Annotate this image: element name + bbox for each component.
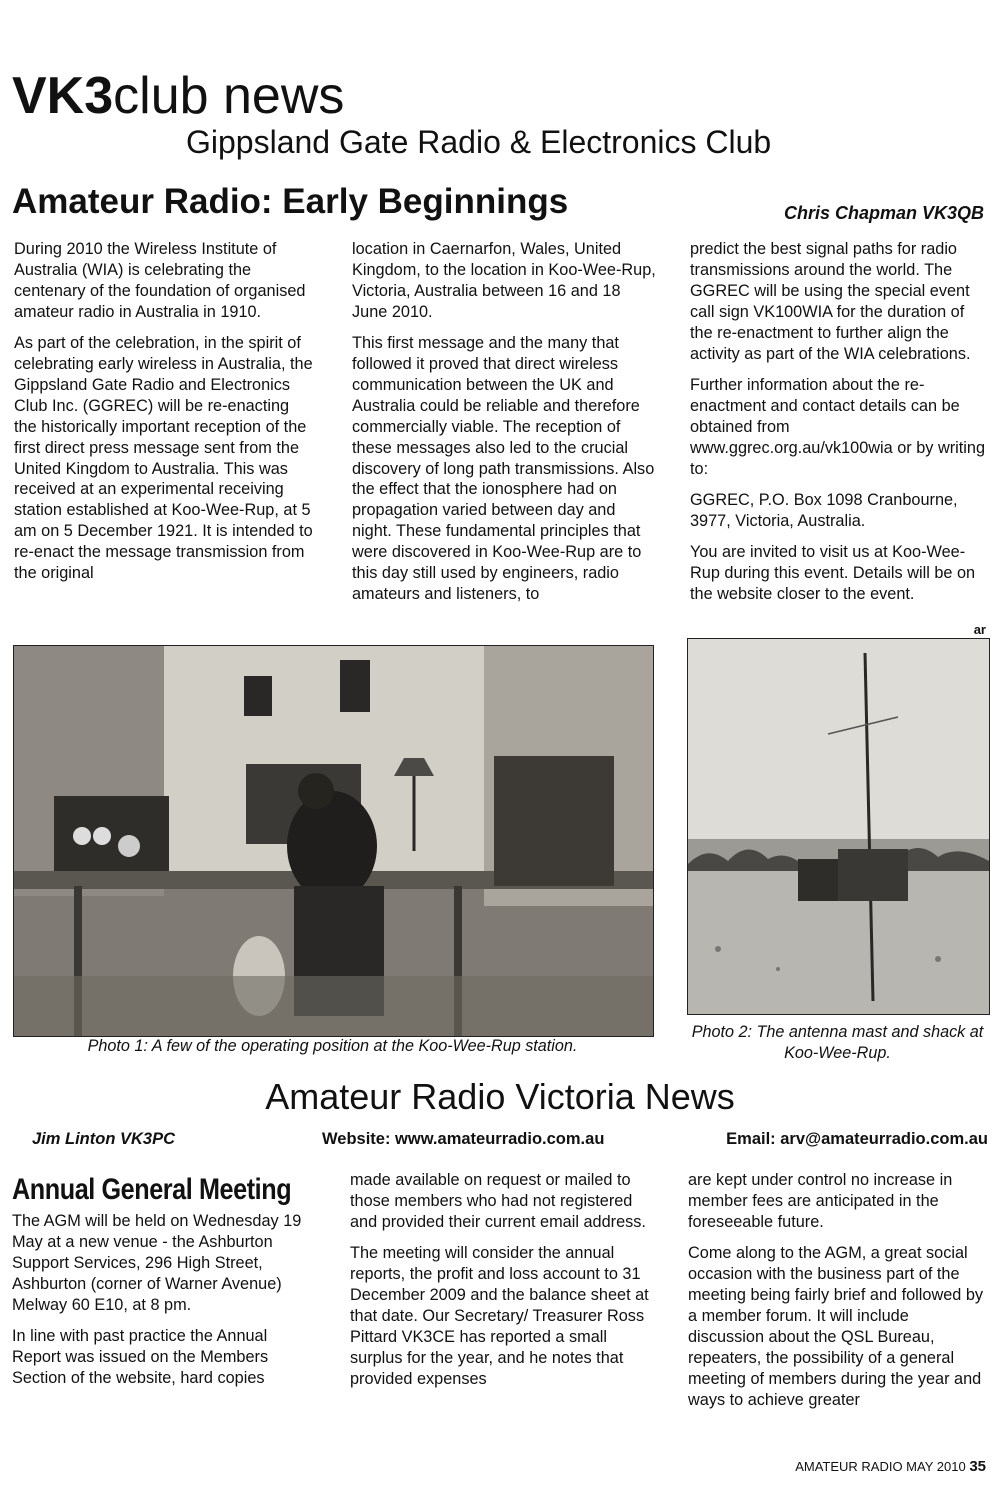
paragraph: The meeting will consider the annual reports, the profit and loss account to 31 December 2009 and the balance sheet at that date. Our Secretary/ Treasurer Ross Pittard VK3CE has reported a small surplus for the year, and he notes that provided expenses [350,1244,649,1388]
agm-column-2 [350,1170,650,1400]
paragraph: As part of the celebration, in the spirit of celebrating early wireless in Australia, the Gippsland Gate Radio and Electronics Club Inc. (GGREC) will be re-enacting the historically important reception of the first direct press message sent from the United Kingdom to Australia. This was received at an experimental receiving station established at Koo-Wee-Rup, at 5 am on 5 December 1921. It is intended to re-enact the message transmission from the original [14,334,313,583]
arv-email: Email: arv@amateurradio.com.au [726,1130,988,1148]
paragraph: This first message and the many that followed it proved that direct wireless communication between the UK and Australia could be reliable and therefore commercially viable. The reception of these messages also led to the crucial discovery of long path transmissions. Also the effect that the ionosphere had on propagation varied between day and night. These fundamental principles that were discovered in Koo-Wee-Rup are to this day still used by engineers, radio amateurs and listeners, to [352,334,655,603]
paragraph: GGREC, P.O. Box 1098 Cranbourne, 3977, Victoria, Australia. [690,490,958,530]
paragraph: Come along to the AGM, a great social occasion with the business part of the meeting being fairly brief and followed by a member forum. It will include discussion about the QSL Bureau, repeaters, the possibility of a general meeting of members during the year and ways to achieve greater [688,1244,984,1409]
paragraph: During 2010 the Wireless Institute of Australia (WIA) is celebrating the centenary of the foundation of organised amateur radio in Australia in 1910. [14,240,306,321]
arv-website: Website: www.amateurradio.com.au [322,1130,605,1148]
club-name: Gippsland Gate Radio & Electronics Club [186,124,772,160]
paragraph: In line with past practice the Annual Report was issued on the Members Section of the website, hard copies [12,1327,269,1387]
agm-headline: Annual General Meeting [12,1173,292,1206]
photo2-caption: Photo 2: The antenna mast and shack at Koo-Wee-Rup. [691,1023,984,1062]
photo-antenna-mast [687,638,990,1015]
paragraph: are kept under control no increase in member fees are anticipated in the foreseeable future. [688,1171,953,1231]
paragraph: predict the best signal paths for radio transmissions around the world. The GGREC will be using the special event call sign VK100WIA for the duration of the re-enactment to further align the activity as part of the WIA celebrations. [690,240,971,363]
section-title [12,66,344,126]
photo-antenna-mast-image [688,639,989,1014]
article-headline: Amateur Radio: Early Beginnings [12,182,569,221]
agm-column-1 [12,1211,312,1399]
page-number: 35 [969,1458,986,1475]
paragraph: made available on request or mailed to those members who had not registered and provided their current email address. [350,1171,646,1231]
agm-column-3 [688,1170,988,1421]
paragraph: Further information about the re-enactment and contact details can be obtained from www.ggrec.org.au/vk100wia or by writing to: [690,375,986,478]
article-column-1 [14,239,314,595]
article-author: Chris Chapman VK3QB [783,203,984,223]
arv-author: Jim Linton VK3PC [32,1130,176,1148]
section-title-bold: VK3 [12,67,114,125]
magazine-issue: AMATEUR RADIO MAY 2010 [795,1459,966,1474]
paragraph: The AGM will be held on Wednesday 19 May at a new venue - the Ashburton Support Services, 296 High Street, Ashburton (corner of Warner Avenue) Melway 60 E10, at 8 pm. [12,1212,302,1314]
photo1-caption: Photo 1: A few of the operating position at the Koo-Wee-Rup station. [87,1037,578,1055]
section-title-rest: club news [113,67,345,125]
article-column-2 [352,239,656,615]
arv-section-title: Amateur Radio Victoria News [265,1076,735,1117]
page-footer [795,1458,986,1475]
photo-operating-position-image [14,646,653,1036]
end-mark: ar [973,622,986,637]
paragraph: location in Caernarfon, Wales, United Kingdom, to the location in Koo-Wee-Rup, Victoria, Australia between 16 and 18 June 2010. [352,240,656,321]
paragraph: You are invited to visit us at Koo-Wee-Rup during this event. Details will be on the website closer to the event. [690,543,976,604]
photo-operating-position [13,645,654,1037]
article-column-3 [690,239,990,616]
